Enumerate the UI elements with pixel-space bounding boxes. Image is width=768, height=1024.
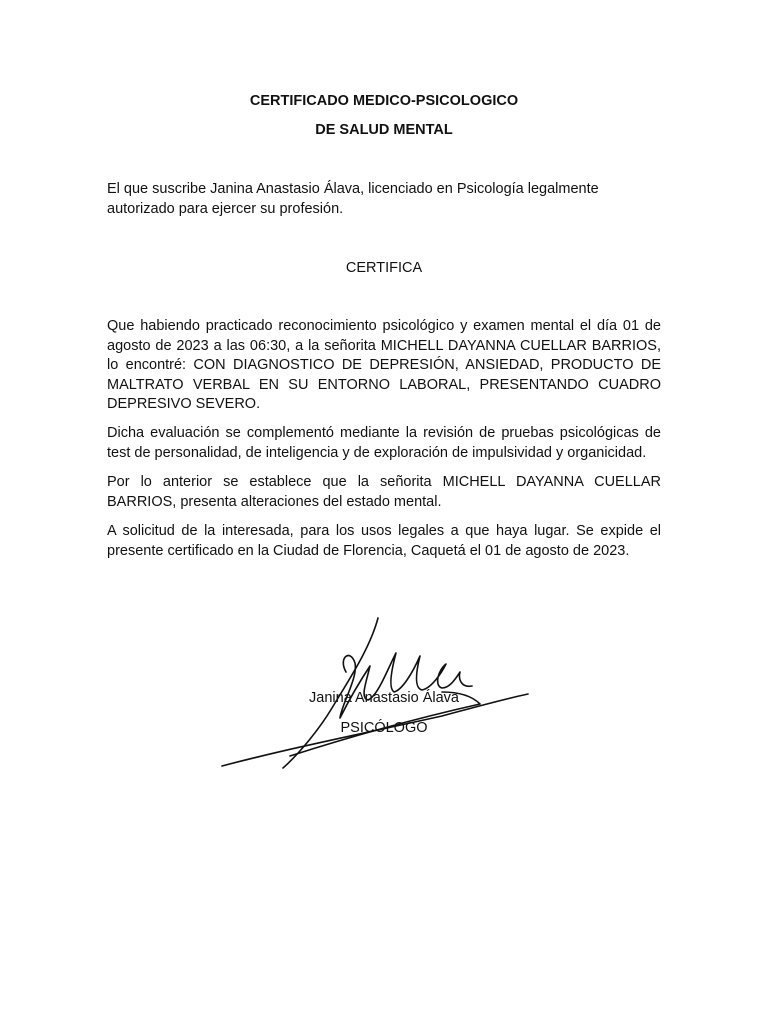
body-paragraph-1: Que habiendo practicado reconocimiento psicológico y examen mental el día 01 de agosto de 2023 a las 06:30, a la señorita MICHELL DAYANNA CUELLAR BARRIOS, lo encontré: CON DIAGNOSTICO DE DEPRESIÓN, ANSIEDAD, PRODUCTO DE MALTRATO VERBAL EN SU ENTORNO LABORAL, PRESENTANDO CUADRO DEPRESIVO SEVERO. [107,318,661,412]
intro-paragraph: El que suscribe Janina Anastasio Álava, licenciado en Psicología legalmente autorizado para ejercer su profesión. [107,181,599,217]
document-title: CERTIFICADO MEDICO-PSICOLOGICO [249,93,519,109]
handwritten-signature-icon [210,608,540,778]
certifica-heading: CERTIFICA [345,260,423,276]
signatory-name: Janina Anastasio Álava [309,690,459,706]
body-paragraph-3: Por lo anterior se establece que la señorita MICHELL DAYANNA CUELLAR BARRIOS, presenta alteraciones del estado mental. [107,474,661,510]
signatory-role: PSICÓLOGO [340,720,428,736]
body-paragraph-4: A solicitud de la interesada, para los usos legales a que haya lugar. Se expide el presente certificado en la Ciudad de Florencia, Caquetá el 01 de agosto de 2023. [107,523,661,559]
body-paragraph-2: Dicha evaluación se complementó mediante la revisión de pruebas psicológicas de test de personalidad, de inteligencia y de exploración de impulsividad y organicidad. [107,425,661,461]
document-subtitle: DE SALUD MENTAL [315,122,453,138]
